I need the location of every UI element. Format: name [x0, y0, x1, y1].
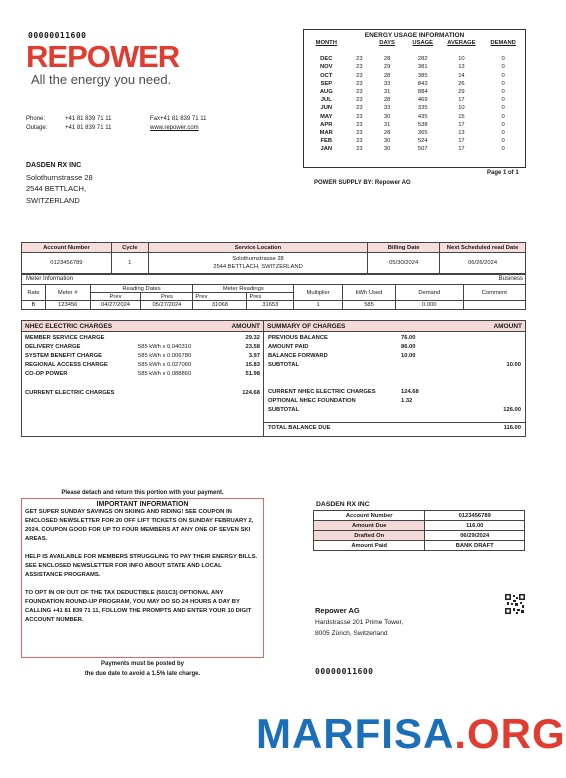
usage-cell: 31: [383, 89, 391, 95]
usage-cell: 507: [417, 146, 428, 153]
stub-drafted-label: Drafted On: [314, 531, 425, 541]
usage-cell: FEB: [320, 138, 333, 145]
stub-paid-label: Amount Paid: [314, 541, 425, 551]
billing-date-header: Billing Date: [368, 243, 440, 253]
usage-cell: 23: [356, 97, 363, 104]
usage-cell: 23: [356, 105, 363, 112]
remit-city: 8005 Zürich, Switzerland: [315, 630, 388, 637]
usage-cell: 884: [417, 89, 428, 95]
usage-cell: 23: [356, 113, 363, 120]
usage-cell: 13: [458, 64, 465, 71]
usage-header-demand: DEMAND: [490, 40, 516, 46]
total-balance-amount: 116.00: [503, 425, 521, 431]
charges-amount-label: AMOUNT: [231, 323, 260, 330]
usage-row: [304, 137, 525, 145]
usage-cell: 28: [383, 130, 391, 137]
usage-cell: MAR: [319, 130, 333, 137]
watermark-main: MARFISA: [256, 710, 455, 757]
usage-cell: 30: [383, 146, 391, 153]
charge-label: SYSTEM BENEFIT CHARGE: [25, 353, 102, 359]
qr-code-icon: [505, 594, 525, 614]
charge-calc: 585 kWh x 0.040310: [138, 344, 192, 350]
fax-number: Fax+41 81 839 71 11: [150, 116, 207, 122]
usage-cell: 0: [501, 138, 505, 145]
charge-amount: 51.98: [245, 371, 260, 377]
usage-cell: 385: [417, 72, 428, 79]
stub-table: [313, 510, 525, 551]
remit-address: [315, 605, 403, 640]
cycle-value: 1: [111, 253, 148, 274]
phone-label: Phone:: [26, 116, 46, 122]
pres-date-header: Pres: [141, 293, 193, 301]
demand-header: Demand: [396, 285, 464, 301]
page-indicator: Page 1 of 1: [487, 170, 519, 176]
usage-cell: 843: [417, 80, 428, 87]
usage-cell: 17: [458, 97, 465, 104]
customer-street: Solothurnstrasse 28: [26, 172, 93, 182]
usage-title: ENERGY USAGE INFORMATION: [364, 32, 465, 39]
remit-street: Hardstrasse 201 Prime Tower,: [315, 618, 404, 626]
usage-cell: 282: [417, 56, 428, 63]
charge-calc: 585 kWh x 0.006780: [138, 353, 192, 359]
phone-number: +41 81 839 71 11: [65, 116, 112, 122]
remit-name: Repower AG: [315, 606, 360, 615]
billing-date-value: 05/30/2024: [368, 253, 440, 274]
charge-line: [25, 361, 260, 370]
usage-cell: OCT: [320, 72, 333, 79]
usage-row: [304, 80, 525, 88]
usage-cell: 26: [458, 80, 465, 87]
usage-cell: 0: [501, 89, 505, 95]
pres-date-value: 05/27/2024: [141, 301, 193, 310]
usage-cell: 10: [458, 56, 465, 63]
usage-cell: 469: [417, 97, 428, 104]
prev-date-value: 04/27/2024: [90, 301, 141, 310]
multiplier-value: 1: [294, 301, 343, 310]
usage-cell: 23: [356, 56, 363, 63]
meter-info-label: Meter Information: [26, 276, 74, 282]
kwh-used-header: kWh Used: [343, 285, 396, 301]
usage-cell: 17: [458, 138, 465, 145]
usage-cell: 15: [458, 113, 465, 120]
charge-line: [25, 352, 260, 361]
service-location-value: [148, 253, 367, 274]
important-paragraph-3: TO OPT IN OR OUT OF THE TAX DEDUCTIBLE (501C3) OPTIONAL ANY FOUNDATION ROUND-UP PROGRAM, YOU MAY DO SO 24 HOURS A DAY BY CALLING +41 81 839 71 11, FOLLOW THE PROMPTS AND ENTER YOUR 10 DIGIT ACCOUNT NUMBER.: [25, 590, 252, 623]
usage-cell: 365: [417, 130, 428, 137]
meter-table: [21, 284, 526, 310]
usage-cell: 14: [458, 72, 465, 79]
important-info-box: [21, 498, 264, 658]
usage-cell: 23: [356, 130, 363, 137]
charges-divider: [263, 321, 264, 436]
usage-cell: JUN: [320, 105, 333, 112]
usage-cell: 0: [501, 56, 505, 63]
current-nhec-label: CURRENT NHEC ELECTRIC CHARGES: [268, 389, 376, 395]
subtotal-label-2: SUBTOTAL: [268, 407, 300, 413]
usage-grid: [304, 39, 525, 154]
usage-header-usage: USAGE: [412, 40, 434, 46]
usage-cell: 23: [356, 80, 363, 87]
usage-cell: 17: [458, 121, 465, 128]
charges-header: [22, 321, 263, 332]
total-balance-label: TOTAL BALANCE DUE: [268, 425, 331, 431]
usage-cell: 0: [501, 121, 505, 128]
website-link[interactable]: www.repower.com: [150, 125, 199, 131]
usage-cell: DEC: [320, 56, 333, 63]
important-paragraph-2: HELP IS AVAILABLE FOR MEMBERS STRUGGLING TO PAY THEIR ENERGY BILLS. SEE ENCLOSED NEWSLETTER FOR INFO ABOUT STATE AND LOCAL ASSISTANCE PROGRAMS.: [25, 554, 258, 578]
detach-notice: Please detach and return this portion with your payment.: [61, 490, 224, 496]
usage-cell: MAY: [320, 113, 333, 120]
prev-balance-amount: 76.00: [401, 335, 416, 341]
outage-number: +41 81 839 71 11: [65, 125, 112, 131]
outage-label: Outage:: [26, 125, 48, 131]
summary-header: [264, 321, 525, 332]
usage-cell: 13: [458, 130, 465, 137]
usage-cell: 538: [417, 121, 428, 128]
usage-cell: AUG: [319, 89, 333, 95]
usage-cell: 10: [458, 105, 465, 112]
cycle-header: Cycle: [111, 243, 148, 253]
balance-forward-amount: 10.00: [401, 353, 416, 359]
usage-cell: 33: [383, 105, 391, 112]
account-number-header: Account Number: [22, 243, 112, 253]
charge-label: CO-OP POWER: [25, 371, 68, 377]
usage-cell: JUL: [320, 97, 332, 104]
subtotal-label-1: SUBTOTAL: [268, 362, 300, 368]
next-read-value: 06/26/2024: [440, 253, 526, 274]
usage-cell: 23: [356, 72, 363, 79]
pres-read-header: Pres: [247, 293, 294, 301]
comment-header: Comment: [463, 285, 525, 301]
charge-label: DELIVERY CHARGE: [25, 344, 81, 350]
prev-date-header: Prev: [90, 293, 141, 301]
usage-row: [304, 145, 525, 153]
usage-cell: 0: [501, 64, 505, 71]
logo-tagline: All the energy you need.: [31, 72, 172, 87]
charge-amount: 15.83: [245, 362, 260, 368]
charge-amount: 23.58: [245, 344, 260, 350]
power-supply: POWER SUPPLY BY: Repower AG: [314, 180, 411, 186]
stub-customer-name: DASDEN RX INC: [316, 501, 370, 508]
charge-line: [25, 334, 260, 343]
watermark-tld: .ORG: [454, 710, 566, 757]
usage-cell: 30: [383, 138, 391, 145]
usage-header-month: MONTH: [315, 40, 337, 46]
charges-box: [21, 320, 526, 437]
service-location-line1: Solothurnstrasse 28: [232, 256, 284, 262]
charge-line: [25, 343, 260, 352]
usage-cell: 30: [383, 113, 391, 120]
logo-re: RE: [26, 39, 68, 74]
usage-cell: NOV: [319, 64, 333, 71]
customer-name: DASDEN RX INC: [26, 162, 82, 169]
usage-cell: JAN: [320, 146, 333, 153]
charge-label: MEMBER SERVICE CHARGE: [25, 335, 105, 341]
marfisa-watermark: [256, 712, 566, 756]
balance-forward-label: BALANCE FORWARD: [268, 353, 328, 359]
stub-account-value: 0123456789: [425, 511, 525, 521]
meter-number-value: 123456: [45, 301, 90, 310]
repower-logo: [26, 41, 179, 73]
account-table: [21, 242, 526, 274]
usage-cell: 28: [383, 72, 391, 79]
usage-cell: 29: [458, 89, 465, 95]
current-charges-label: CURRENT ELECTRIC CHARGES: [25, 390, 115, 396]
usage-cell: 435: [417, 113, 428, 120]
contact-labels: [26, 115, 47, 133]
usage-row: [304, 121, 525, 129]
subtotal-amount-2: 126.00: [503, 407, 521, 413]
multiplier-header: Multiplier: [294, 285, 343, 301]
meter-number-header: Meter #: [45, 285, 90, 301]
usage-row: [304, 96, 525, 104]
meter-info-bar: [21, 274, 526, 284]
usage-row: [304, 72, 525, 80]
summary-lines: [268, 334, 523, 415]
usage-cell: 0: [501, 105, 505, 112]
stub-due-label: Amount Due: [314, 521, 425, 531]
usage-cell: 23: [356, 121, 363, 128]
barcode-bottom: 00000011600: [315, 667, 374, 676]
summary-title: SUMMARY OF CHARGES: [267, 323, 346, 330]
usage-cell: 23: [356, 89, 363, 95]
charge-amount: 3.97: [248, 353, 260, 359]
charge-calc: 585 kWh x 0.088860: [138, 371, 192, 377]
account-number-value: 0123456789: [22, 253, 112, 274]
summary-amount-label: AMOUNT: [493, 323, 522, 330]
usage-header-average: AVERAGE: [447, 40, 476, 46]
stub-paid-value: BANK DRAFT: [425, 541, 525, 551]
usage-cell: 33: [383, 80, 391, 87]
usage-cell: 23: [356, 138, 363, 145]
usage-cell: 0: [501, 72, 505, 79]
service-location-header: Service Location: [148, 243, 367, 253]
late-charge-notice: [21, 660, 264, 679]
stub-account-label: Account Number: [314, 511, 425, 521]
usage-cell: 0: [501, 113, 505, 120]
stub-due-value: 116.00: [425, 521, 525, 531]
contact-numbers: [65, 115, 111, 133]
charge-calc: 585 kWh x 0.027060: [138, 362, 192, 368]
charge-label: REGIONAL ACCESS CHARGE: [25, 362, 108, 368]
usage-row: [304, 129, 525, 137]
usage-cell: 335: [417, 105, 428, 112]
barcode-top: 00000011600: [28, 31, 87, 40]
usage-row: [304, 88, 525, 96]
usage-cell: SEP: [320, 80, 333, 87]
prev-read-value: 31068: [193, 301, 247, 310]
usage-row: [304, 113, 525, 121]
subtotal-amount-1: 10.00: [506, 362, 521, 368]
late-line-2: the due date to avoid a 1.5% late charge.: [84, 670, 201, 677]
foundation-amount: 1.32: [401, 398, 413, 404]
next-read-header: Next Scheduled read Date: [440, 243, 526, 253]
contact-extra: [150, 115, 206, 133]
foundation-label: OPTIONAL NHEC FOUNDATION: [268, 398, 356, 404]
usage-cell: 31: [383, 121, 391, 128]
usage-cell: 524: [417, 138, 428, 145]
usage-row: [304, 55, 525, 63]
service-location-line2: 2544 BETTLACH, SWITZERLAND: [213, 264, 303, 270]
usage-cell: 0: [501, 146, 505, 153]
prev-read-header: Prev: [193, 293, 247, 301]
demand-value: 0.000: [396, 301, 464, 310]
amount-paid-amount: 86.00: [401, 344, 416, 350]
usage-cell: 381: [417, 64, 428, 71]
usage-cell: 0: [501, 80, 505, 87]
customer-country: SWITZERLAND: [26, 195, 80, 205]
customer-address: [26, 160, 93, 206]
usage-cell: 29: [383, 64, 391, 71]
usage-cell: 23: [356, 146, 363, 153]
energy-usage-table: [303, 29, 526, 168]
important-paragraph-1: GET SUPER SUNDAY SAVINGS ON SKIING AND RIDING! SEE COUPON IN ENCLOSED NEWSLETTER FOR 20 OFF LIFT TICKETS ON SUNDAY FEBRUARY 2, 2024. COUPON GOOD FOR UP TO FOUR MEMBERS AT ANY ONE OF SEVEN SKI AREAS.: [25, 509, 254, 542]
prev-balance-label: PREVIOUS BALANCE: [268, 335, 328, 341]
meter-rate-header: Rate: [22, 285, 46, 301]
late-line-1: Payments must be posted by: [100, 661, 185, 667]
usage-cell: 28: [383, 97, 391, 104]
usage-cell: 0: [501, 130, 505, 137]
total-row: [268, 425, 523, 431]
total-divider: [264, 422, 525, 423]
stub-drafted-value: 06/29/2024: [425, 531, 525, 541]
usage-cell: 0: [501, 97, 505, 104]
usage-cell: 23: [356, 64, 363, 71]
pres-read-value: 31653: [247, 301, 294, 310]
reading-dates-header: Reading Dates: [90, 285, 193, 293]
current-charges-amount: 124.68: [242, 390, 260, 396]
current-charges-row: [25, 389, 260, 398]
charges-title: NHEC ELECTRIC CHARGES: [25, 323, 113, 330]
charge-line: [25, 370, 260, 379]
meter-rate-value: B: [22, 301, 46, 310]
current-nhec-amount: 124.68: [401, 389, 419, 395]
meter-readings-header: Meter Readings: [193, 285, 294, 293]
comment-value: [463, 301, 525, 310]
kwh-used-value: 585: [343, 301, 396, 310]
amount-paid-label: AMOUNT PAID: [268, 344, 309, 350]
important-title: IMPORTANT INFORMATION: [96, 501, 189, 508]
usage-row: [304, 63, 525, 71]
charges-lines: [25, 334, 260, 379]
usage-cell: APR: [320, 121, 333, 128]
charge-amount: 29.32: [245, 335, 260, 341]
logo-power: POWER: [67, 39, 180, 74]
usage-cell: 17: [458, 146, 465, 153]
meter-business-label: Business: [498, 276, 523, 282]
usage-cell: 28: [383, 56, 391, 63]
customer-city: 2544 BETTLACH,: [26, 184, 87, 193]
usage-header-days: DAYS: [379, 40, 395, 46]
usage-row: [304, 104, 525, 112]
